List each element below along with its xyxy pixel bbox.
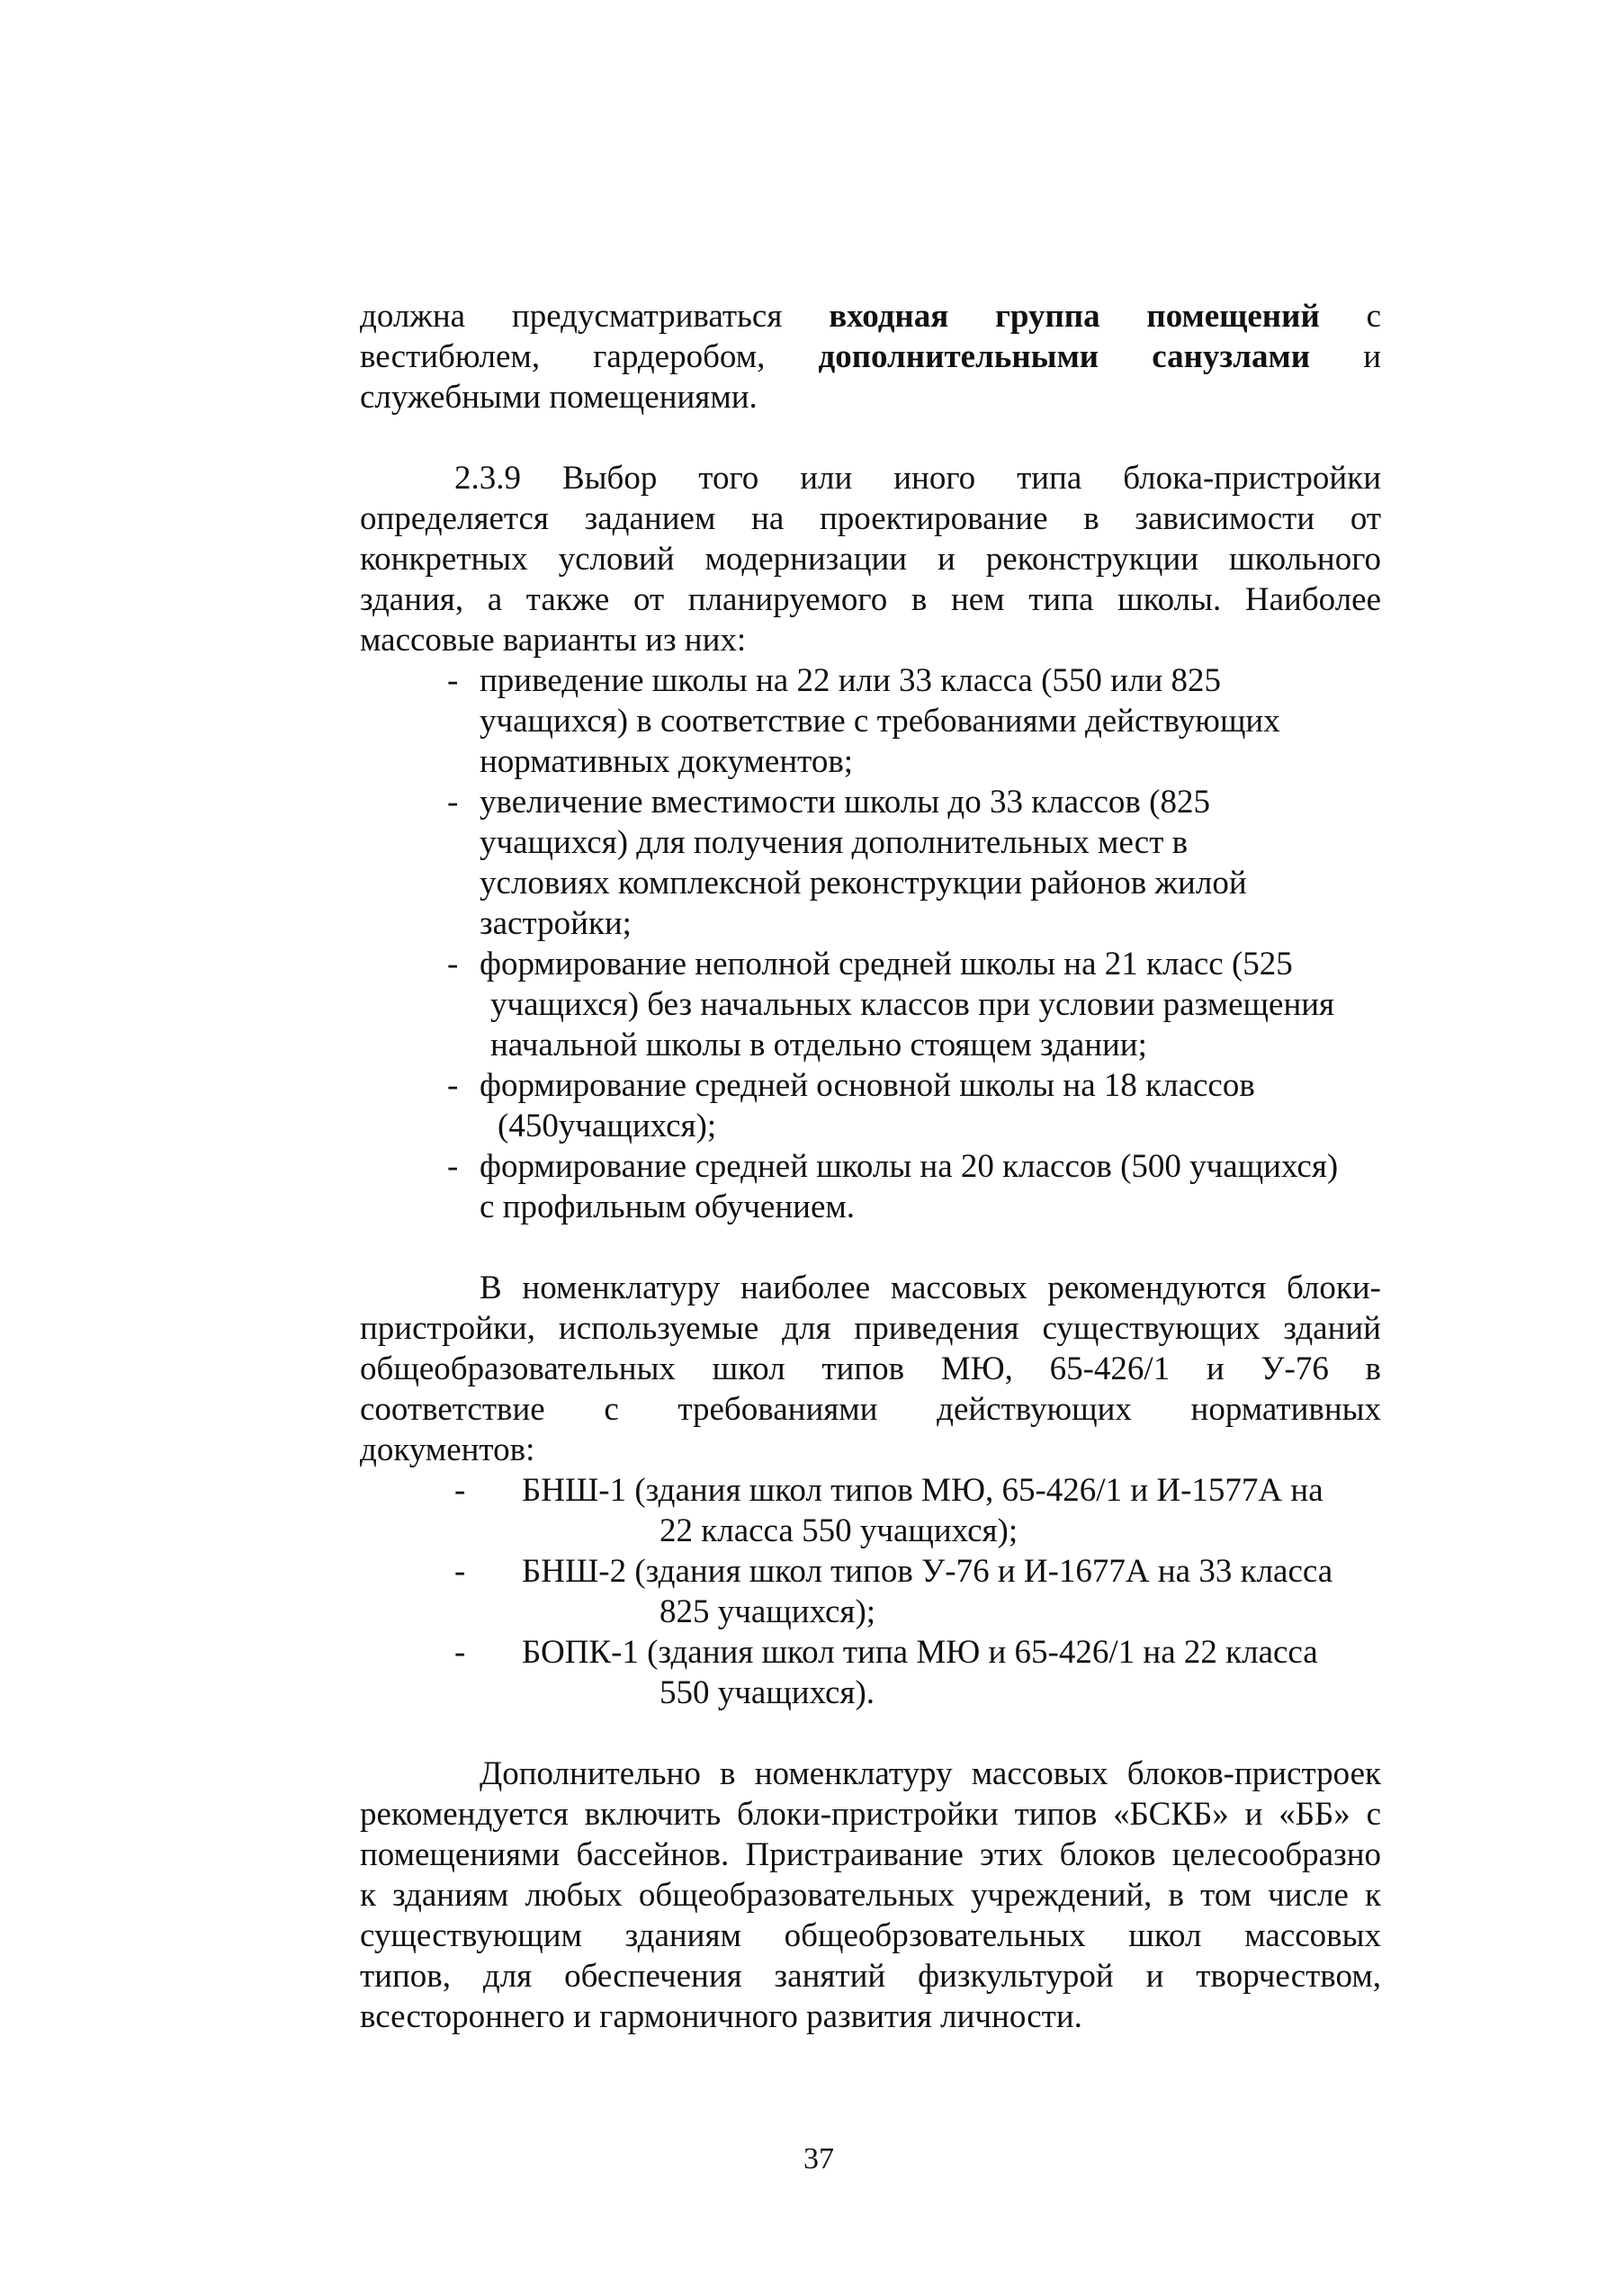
intro-bold-word: помещений bbox=[1146, 298, 1320, 335]
bullet-line: формирование неполной средней школы на 21 класс (525 bbox=[480, 946, 1293, 982]
bullet-line: формирование средней основной школы на 18 классов bbox=[480, 1067, 1255, 1104]
bullet-line: учащихся) для получения дополнительных мест в bbox=[480, 824, 1189, 861]
intro-word: предусматриваться bbox=[511, 298, 783, 335]
intro-word: вестибюлем, bbox=[360, 338, 541, 375]
page-number: 37 bbox=[803, 2142, 834, 2176]
item-line: БОПК-1 (здания школ типа МЮ и 65-426/1 на 22 класса bbox=[522, 1634, 1318, 1671]
intro-line-2 bbox=[360, 337, 1381, 376]
intro-word: и bbox=[1363, 338, 1381, 375]
intro-bold-word: санузлами bbox=[1152, 338, 1311, 375]
bullet-line: учащихся) без начальных классов при условии размещения bbox=[490, 986, 1335, 1023]
section-239-line: 2.3.9 Выбор того или иного типа блока-пристройки bbox=[454, 460, 1381, 497]
section-239-line: определяется заданием на проектирование в зависимости от bbox=[360, 500, 1381, 537]
bullet-line: приведение школы на 22 или 33 класса (550 или 825 bbox=[480, 662, 1221, 699]
bullet-line: формирование средней школы на 20 классов (500 учащихся) bbox=[480, 1148, 1339, 1185]
item-dash: - bbox=[454, 1553, 466, 1590]
item-line: БНШ-2 (здания школ типов У-76 и И-1677А на 33 класса bbox=[522, 1553, 1333, 1590]
intro-word: с bbox=[1366, 298, 1382, 335]
bullet-dash: - bbox=[447, 946, 459, 982]
additional-line: типов, для обеспечения занятий физкультурой и творчеством, bbox=[360, 1958, 1381, 1995]
bullet-line: учащихся) в соответствие с требованиями действующих bbox=[480, 703, 1280, 740]
intro-bold-word: дополнительными bbox=[818, 338, 1099, 375]
additional-line: всестороннего и гармоничного развития личности. bbox=[360, 1998, 1082, 2035]
nomenclature-line: пристройки, используемые для приведения существующих зданий bbox=[360, 1310, 1381, 1347]
nomenclature-line: соответствие с требованиями действующих нормативных bbox=[360, 1391, 1381, 1428]
additional-line: к зданиям любых общеобразовательных учреждений, в том числе к bbox=[360, 1877, 1381, 1914]
nomenclature-line: В номенклатуру наиболее массовых рекомендуются блоки- bbox=[480, 1270, 1381, 1306]
intro-line-3: служебными помещениями. bbox=[360, 379, 758, 416]
additional-line: рекомендуется включить блоки-пристройки типов «БСКБ» и «ББ» с bbox=[360, 1796, 1381, 1833]
intro-bold-word: входная bbox=[829, 298, 949, 335]
item-dash: - bbox=[454, 1472, 466, 1509]
bullet-dash: - bbox=[447, 784, 459, 821]
additional-line: помещениями бассейнов. Пристраивание этих блоков целесообразно bbox=[360, 1836, 1381, 1873]
intro-bold-word: группа bbox=[995, 298, 1100, 335]
bullet-line: с профильным обучением. bbox=[480, 1189, 856, 1225]
additional-line: существующим зданиям общеобрзовательных школ массовых bbox=[360, 1917, 1381, 1954]
bullet-line: застройки; bbox=[480, 905, 632, 942]
bullet-dash: - bbox=[447, 662, 459, 699]
additional-line: Дополнительно в номенклатуру массовых блоков-пристроек bbox=[480, 1755, 1381, 1792]
section-239-line: конкретных условий модернизации и реконструкции школьного bbox=[360, 541, 1381, 578]
item-line: 22 класса 550 учащихся); bbox=[659, 1512, 1018, 1549]
nomenclature-line: документов: bbox=[360, 1431, 535, 1468]
bullet-line: нормативных документов; bbox=[480, 743, 854, 780]
nomenclature-line: общеобразовательных школ типов МЮ, 65-426/1 и У-76 в bbox=[360, 1350, 1381, 1387]
section-239-line: массовые варианты из них: bbox=[360, 622, 747, 659]
item-line: 550 учащихся). bbox=[659, 1674, 875, 1711]
bullet-line: начальной школы в отдельно стоящем здании; bbox=[490, 1027, 1147, 1063]
bullet-line: увеличение вместимости школы до 33 классов (825 bbox=[480, 784, 1210, 821]
intro-word: должна bbox=[360, 298, 466, 335]
item-line: 825 учащихся); bbox=[659, 1593, 876, 1630]
intro-line-1 bbox=[360, 297, 1381, 336]
item-dash: - bbox=[454, 1634, 466, 1671]
bullet-dash: - bbox=[447, 1067, 459, 1104]
bullet-line: (450учащихся); bbox=[498, 1108, 717, 1144]
intro-word: гардеробом, bbox=[593, 338, 766, 375]
section-239-line: здания, а также от планируемого в нем типа школы. Наиболее bbox=[360, 581, 1381, 618]
bullet-line: условиях комплексной реконструкции районов жилой bbox=[480, 865, 1247, 902]
item-line: БНШ-1 (здания школ типов МЮ, 65-426/1 и И-1577А на bbox=[522, 1472, 1323, 1509]
bullet-dash: - bbox=[447, 1148, 459, 1185]
